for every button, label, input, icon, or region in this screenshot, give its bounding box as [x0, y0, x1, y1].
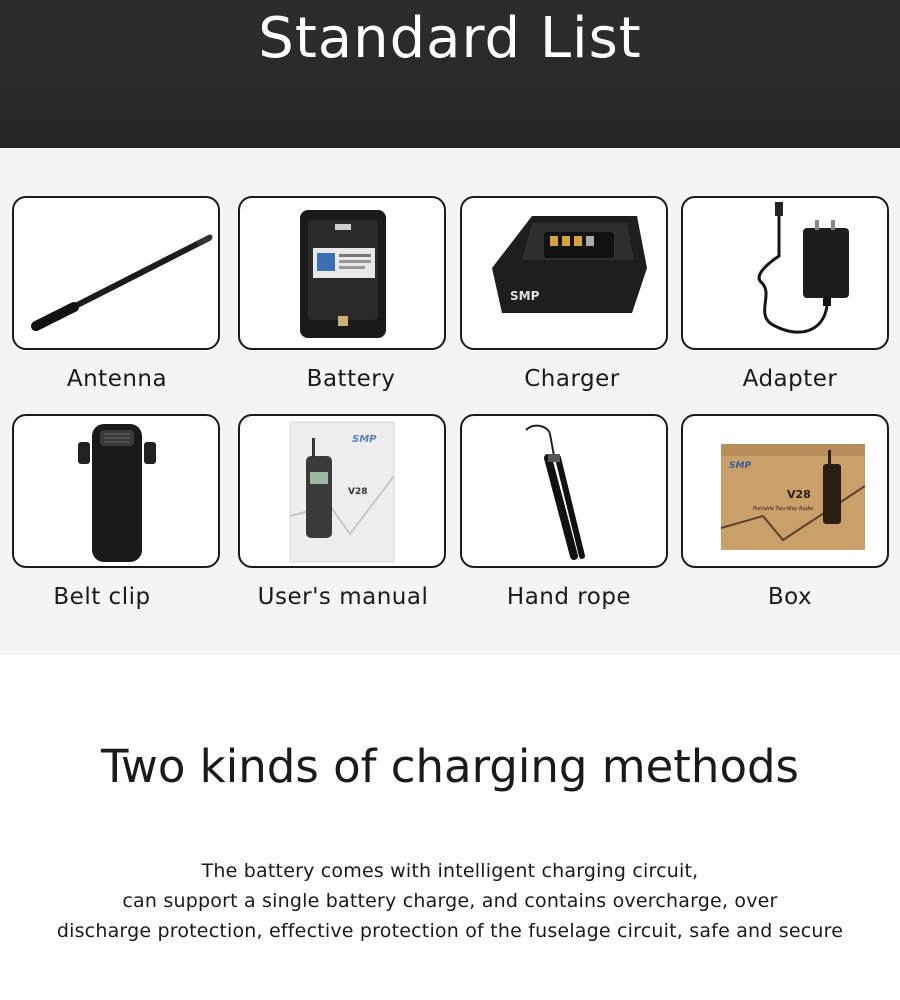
item-label-antenna: Antenna [66, 366, 168, 392]
card-antenna [12, 196, 220, 350]
item-label-charger: Charger [524, 366, 620, 392]
manual-icon [240, 416, 444, 566]
charging-desc-line-1: The battery comes with intelligent charging circuit, [201, 860, 699, 882]
adapter-icon [683, 198, 887, 348]
item-label-battery: Battery [306, 366, 396, 392]
charging-desc-line-3: discharge protection, effective protection of the fuselage circuit, safe and secure [56, 920, 844, 942]
charger-icon [462, 198, 666, 348]
manual-brand-mark: SMP [352, 434, 377, 445]
box-icon [683, 416, 887, 566]
antenna-icon [14, 198, 218, 348]
item-label-adapter: Adapter [742, 366, 838, 392]
card-box [681, 414, 889, 568]
box-brand-mark: SMP [729, 461, 752, 471]
box-model-mark: V28 [787, 488, 811, 501]
charging-desc-line-2: can support a single battery charge, and contains overcharge, over [122, 890, 778, 912]
card-charger [460, 196, 668, 350]
charging-title: Two kinds of charging methods [101, 740, 799, 793]
charger-brand-mark: SMP [510, 289, 540, 303]
battery-icon [240, 198, 444, 348]
belt-clip-icon [14, 416, 218, 566]
page-title: Standard List [258, 6, 642, 71]
hand-rope-icon [462, 416, 666, 566]
card-hand-rope [460, 414, 668, 568]
item-label-hand-rope: Hand rope [506, 584, 632, 610]
box-subtitle-mark: Portable Two-Way Radio [753, 506, 814, 512]
manual-model-mark: V28 [348, 487, 368, 497]
header-banner [0, 0, 900, 148]
item-label-users-manual: User's manual [257, 584, 429, 610]
item-label-belt-clip: Belt clip [53, 584, 151, 610]
card-users-manual [238, 414, 446, 568]
item-label-box: Box [767, 584, 813, 610]
card-battery [238, 196, 446, 350]
card-belt-clip [12, 414, 220, 568]
card-adapter [681, 196, 889, 350]
